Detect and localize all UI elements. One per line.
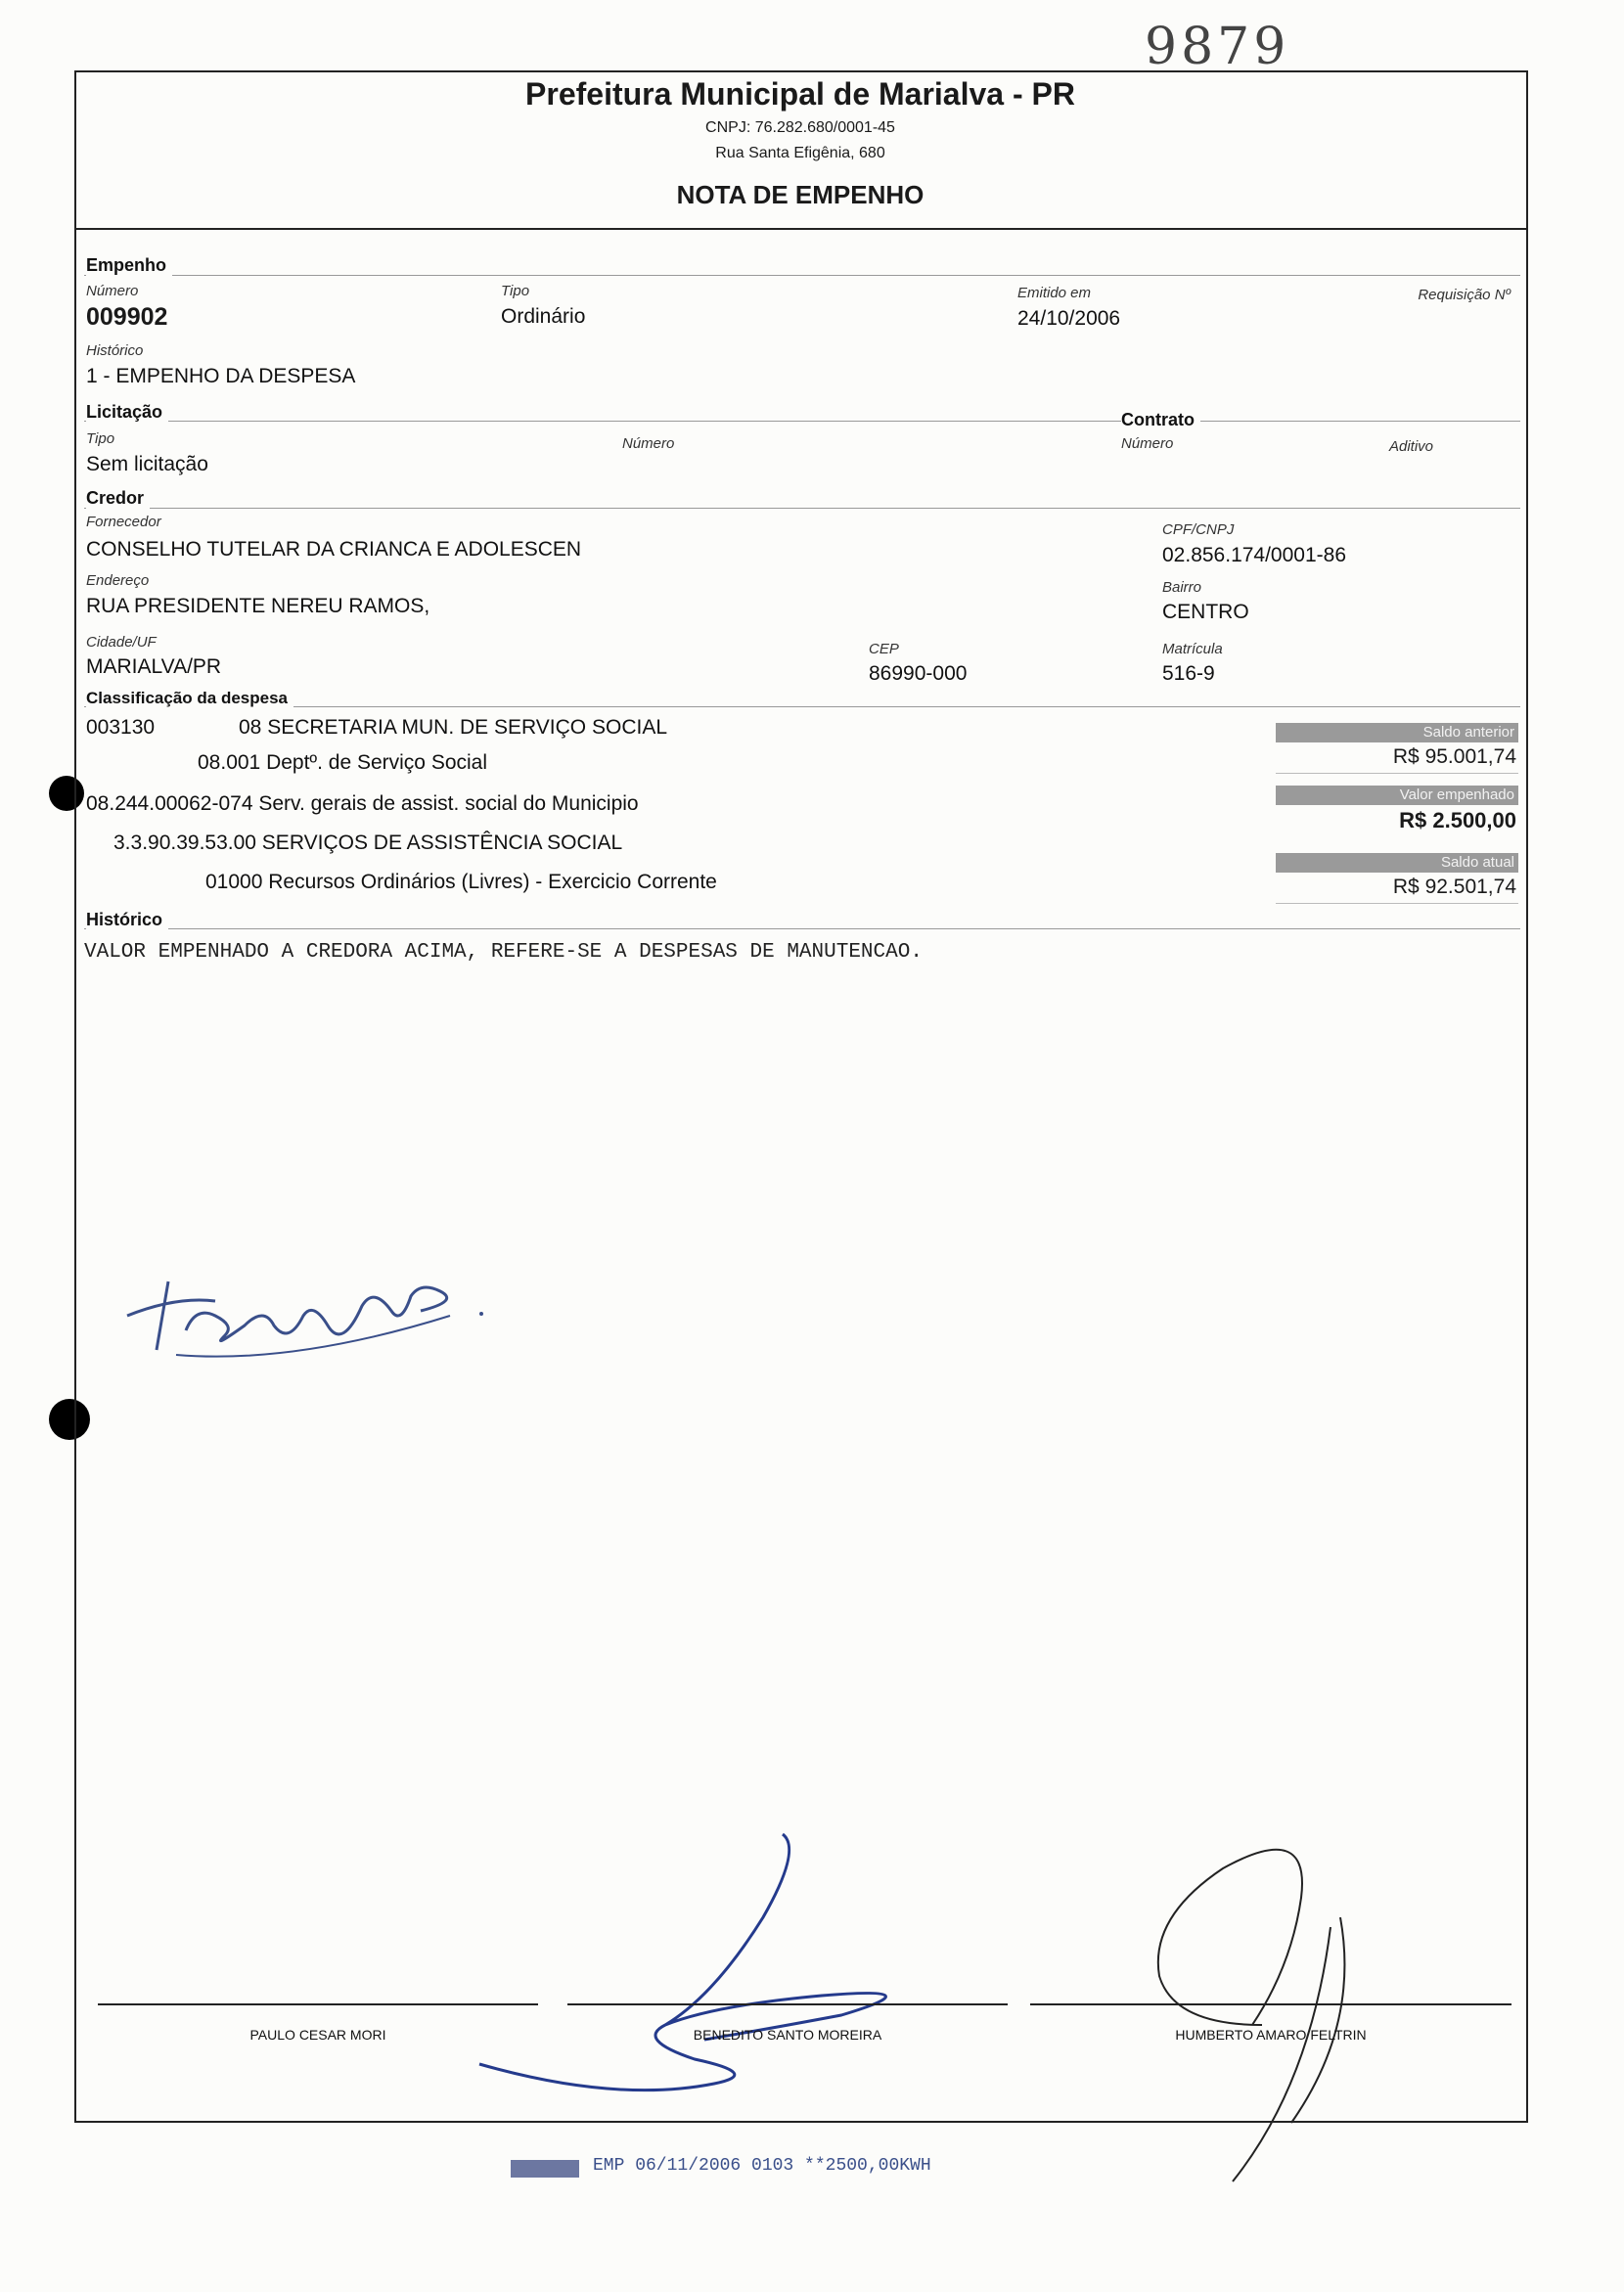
credor-cep: 86990-000 <box>869 662 968 685</box>
empenho-numero: 009902 <box>86 303 168 331</box>
credor-bairro-label: Bairro <box>1162 579 1202 596</box>
contrato-aditivo-label: Aditivo <box>1389 438 1434 455</box>
saldo-anterior-label: Saldo anterior <box>1276 723 1518 742</box>
signature-humberto-scribble <box>1145 1829 1399 2191</box>
section-licitacao: Licitação <box>86 402 168 423</box>
credor-cidade-label: Cidade/UF <box>86 634 157 651</box>
saldo-atual: R$ 92.501,74 <box>1392 876 1516 898</box>
signature-name-3: HUMBERTO AMARO FELTRIN <box>1175 2027 1367 2043</box>
historico-text: VALOR EMPENHADO A CREDORA ACIMA, REFERE-SE A DESPESAS DE MANUTENCAO. <box>84 941 923 964</box>
empenho-requisicao-label: Requisição Nº <box>1418 287 1511 303</box>
credor-matricula-label: Matrícula <box>1162 641 1223 657</box>
credor-endereco-label: Endereço <box>86 572 150 589</box>
header-separator <box>74 228 1528 230</box>
section-empenho: Empenho <box>86 255 172 276</box>
handwritten-signature <box>117 1257 509 1374</box>
page-title: Prefeitura Municipal de Marialva - PR <box>525 76 1075 112</box>
credor-endereco: RUA PRESIDENTE NEREU RAMOS, <box>86 595 430 617</box>
credor-cpf: 02.856.174/0001-86 <box>1162 544 1347 566</box>
empenho-numero-label: Número <box>86 283 139 299</box>
signature-name-1: PAULO CESAR MORI <box>249 2027 386 2043</box>
classificacao-line2: 08.001 Deptº. de Serviço Social <box>198 751 488 774</box>
empenho-emitido: 24/10/2006 <box>1017 307 1121 330</box>
licitacao-tipo: Sem licitação <box>86 453 208 475</box>
document-title: NOTA DE EMPENHO <box>676 180 925 209</box>
valor-empenhado-label: Valor empenhado <box>1276 786 1518 805</box>
handwritten-page-number: 9879 <box>1145 18 1290 76</box>
classificacao-line4: 3.3.90.39.53.00 SERVIÇOS DE ASSISTÊNCIA SOCIAL <box>113 831 623 854</box>
empenho-historico-label: Histórico <box>86 342 144 359</box>
licitacao-tipo-label: Tipo <box>86 430 115 447</box>
empenho-emitido-label: Emitido em <box>1017 285 1092 301</box>
classificacao-line5: 01000 Recursos Ordinários (Livres) - Exercicio Corrente <box>205 871 717 893</box>
contrato-numero-label: Número <box>1121 435 1174 452</box>
empenho-tipo-label: Tipo <box>501 283 530 299</box>
stamp-mark <box>511 2160 579 2178</box>
header-cnpj: CNPJ: 76.282.680/0001-45 <box>705 119 895 136</box>
classificacao-line3: 08.244.00062-074 Serv. gerais de assist. social do Municipio <box>86 792 639 815</box>
valor-empenhado: R$ 2.500,00 <box>1399 808 1516 832</box>
saldo-anterior: R$ 95.001,74 <box>1392 745 1516 768</box>
credor-fornecedor: CONSELHO TUTELAR DA CRIANCA E ADOLESCEN <box>86 538 582 561</box>
section-credor: Credor <box>86 488 150 509</box>
section-contrato: Contrato <box>1121 410 1200 430</box>
signature-benedito-scribble <box>470 1829 920 2113</box>
credor-cpf-label: CPF/CNPJ <box>1162 521 1235 538</box>
credor-matricula: 516-9 <box>1162 662 1215 685</box>
print-stamp: EMP 06/11/2006 0103 **2500,00KWH <box>593 2156 931 2176</box>
empenho-tipo: Ordinário <box>501 305 586 328</box>
licitacao-numero-label: Número <box>622 435 675 452</box>
classificacao-code: 003130 <box>86 716 156 739</box>
saldo-atual-label: Saldo atual <box>1276 853 1518 873</box>
classificacao-line1: 08 SECRETARIA MUN. DE SERVIÇO SOCIAL <box>239 716 668 739</box>
credor-cidade: MARIALVA/PR <box>86 655 222 678</box>
section-historico: Histórico <box>86 910 168 930</box>
header-address: Rua Santa Efigênia, 680 <box>715 145 885 161</box>
credor-cep-label: CEP <box>869 641 899 657</box>
empenho-historico: 1 - EMPENHO DA DESPESA <box>86 365 356 387</box>
section-classificacao: Classificação da despesa <box>86 689 293 708</box>
credor-bairro: CENTRO <box>1162 601 1249 623</box>
signature-name-2: BENEDITO SANTO MOREIRA <box>693 2027 882 2043</box>
credor-fornecedor-label: Fornecedor <box>86 514 161 530</box>
